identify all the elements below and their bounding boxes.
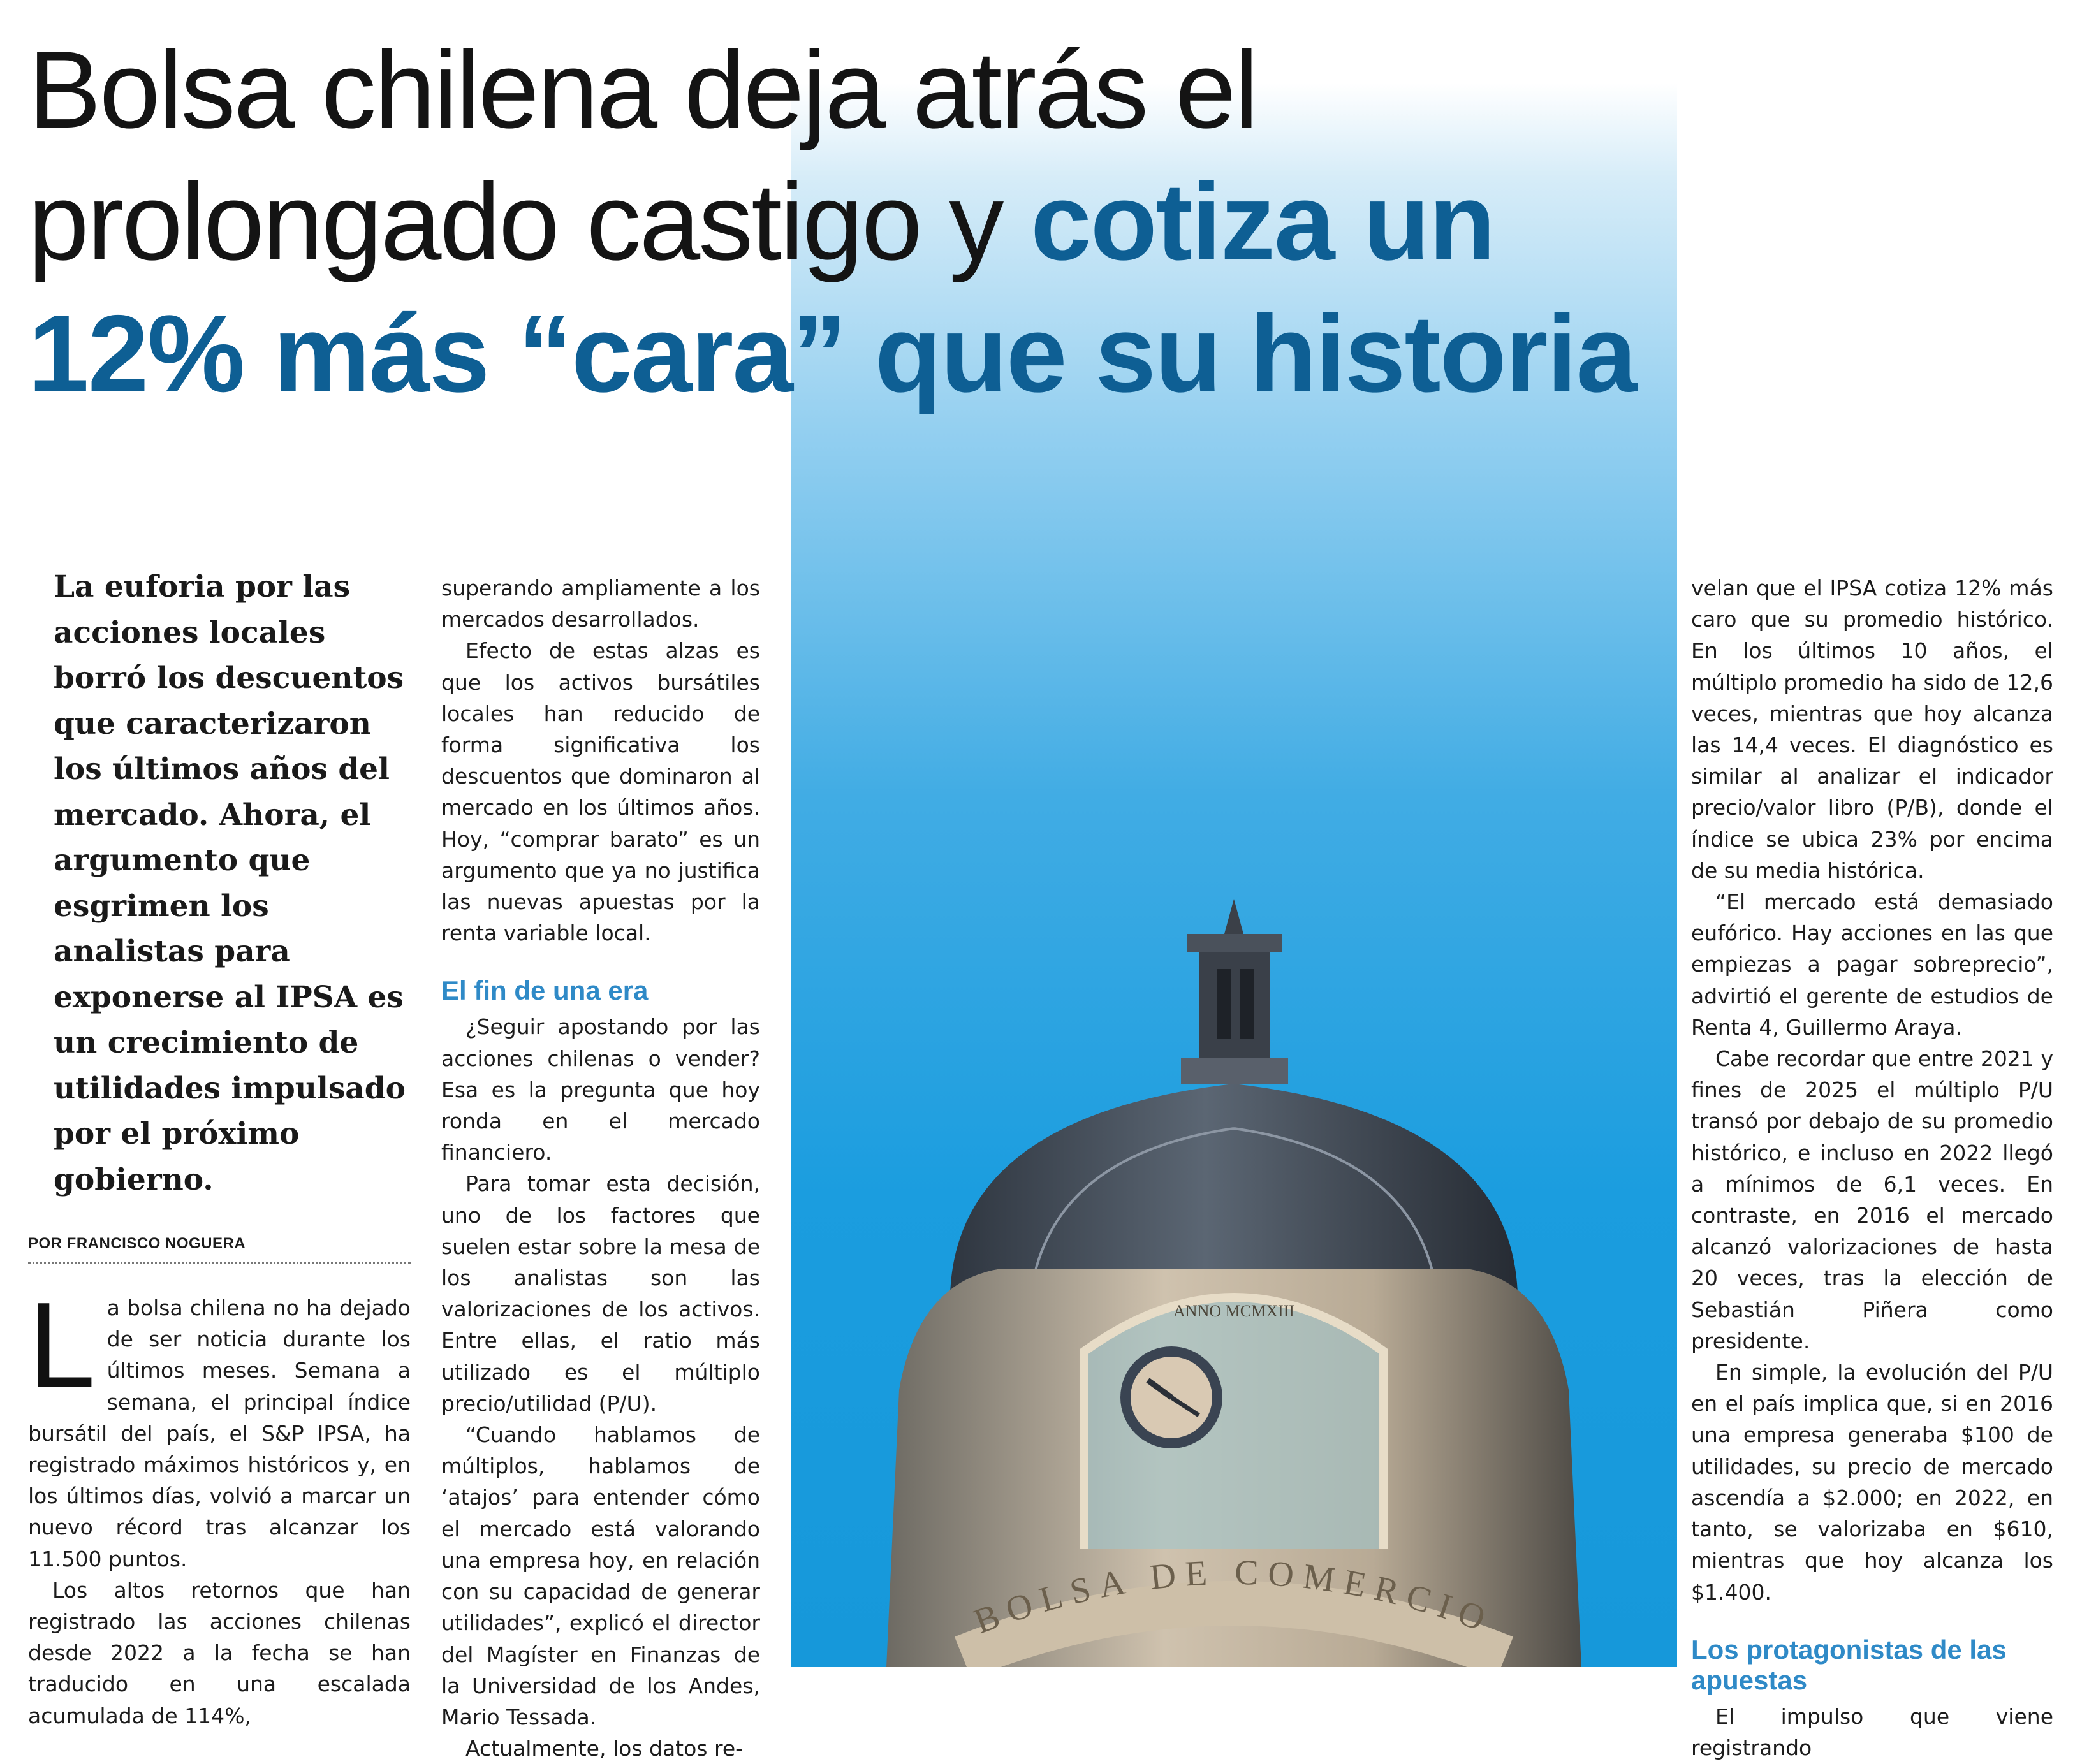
dome bbox=[950, 1084, 1518, 1294]
paragraph: Para tomar esta decisión, uno de los factores que suelen estar sobre la mesa de los analistas son las valorizaciones de los activos. Entre ellas, el ratio más utilizado es el múltiplo precio/utilidad (P/U). bbox=[441, 1171, 760, 1416]
paragraph: El impulso que viene registrando bbox=[1691, 1703, 2053, 1760]
paragraph: superando ampliamente a los mercados desarrollados. bbox=[441, 576, 760, 632]
paragraph-text: a bolsa chilena no ha dejado de ser noticia durante los últimos meses. Semana a semana, el principal índice bursátil del país, el S&P IPSA, ha registrado máximos históricos y, en los últimos días, volvió a marcar un nuevo récord tras alcanzar los 11.500 puntos. bbox=[28, 1295, 411, 1571]
paragraph: Actualmente, los datos re- bbox=[465, 1736, 744, 1761]
paragraph: “El mercado está demasiado eufórico. Hay acciones en las que empiezas a pagar sobreprecio”, advirtió el gerente de estudios de Renta 4, Guillermo Araya. bbox=[1691, 889, 2053, 1040]
clock-lettering: ANNO MCMXIII bbox=[1173, 1302, 1294, 1320]
headline-plain: Bolsa chilena deja atrás el prolongado castigo y bbox=[28, 29, 1257, 283]
headline bbox=[28, 24, 1686, 420]
paragraph: Los altos retornos que han registrado las acciones chilenas desde 2022 a la fecha se han traducido en una escalada acumulada de 114%, bbox=[28, 1577, 411, 1728]
subheading: Los protagonistas de las apuestas bbox=[1691, 1634, 2007, 1695]
headline-highlight: cotiza un 12% más “cara” que su historia bbox=[28, 161, 1636, 415]
paragraph: Efecto de estas alzas es que los activos bursátiles locales han reducido de forma significativa los descuentos que dominaron al mercado en los últimos años. Hoy, “comprar barato” es un argumento que ya no justifica las nuevas apuestas por la renta variable local. bbox=[441, 638, 760, 946]
column-3 bbox=[1691, 572, 2053, 1763]
lead-paragraph: La euforia por las acciones locales borró los descuentos que caracterizaron los últimos años del mercado. Ahora, el argumento que esgrimen los analistas para exponerse al IPSA es un crecimiento de utilidades impulsado por el próximo gobierno. bbox=[54, 569, 406, 1197]
column-1 bbox=[28, 1278, 411, 1731]
drop-cap: L bbox=[28, 1278, 96, 1413]
building-lettering: BOLSA DE COMERCIO bbox=[969, 1552, 1499, 1642]
column-2 bbox=[441, 572, 760, 1764]
paragraph bbox=[28, 1278, 411, 1575]
spire bbox=[1224, 899, 1243, 934]
paragraph: En simple, la evolución del P/U en el país implica que, si en 2016 una empresa generaba $100 de utilidades, su precio de mercado ascendía a $2.000; en 2022, en tanto, se valorizaba en $610, mientras que hoy alcanza los $1.400. bbox=[1691, 1360, 2053, 1605]
paragraph: velan que el IPSA cotiza 12% más caro que su promedio histórico. En los últimos 10 años, el múltiplo promedio ha sido de 12,6 veces, mientras que hoy alcanza las 14,4 veces. El diagnóstico es similar al analizar el indicador precio/valor libro (P/B), donde el índice se ubica 23% por encima de su media histórica. bbox=[1691, 576, 2053, 883]
subheading: El fin de una era bbox=[441, 975, 649, 1006]
paragraph: Cabe recordar que entre 2021 y fines de 2025 el múltiplo P/U transó por debajo de su promedio histórico, e incluso en 2022 llegó a mínimos de 6,1 veces. En contraste, en 2016 el mercado alcanzó valorizaciones de hasta 20 veces, tras la elección de Sebastián Piñera como presidente. bbox=[1691, 1046, 2053, 1353]
byline: POR FRANCISCO NOGUERA bbox=[28, 1235, 411, 1264]
paragraph: “Cuando hablamos de múltiplos, hablamos de ‘atajos’ para entender cómo el mercado está valorando una empresa hoy, en relación con su capacidad de generar utilidades”, explicó el director del Magíster en Finanzas de la Universidad de los Andes, Mario Tessada. bbox=[441, 1422, 760, 1730]
paragraph: ¿Seguir apostando por las acciones chilenas o vender? Esa es la pregunta que hoy ronda en el mercado financiero. bbox=[441, 1014, 760, 1165]
